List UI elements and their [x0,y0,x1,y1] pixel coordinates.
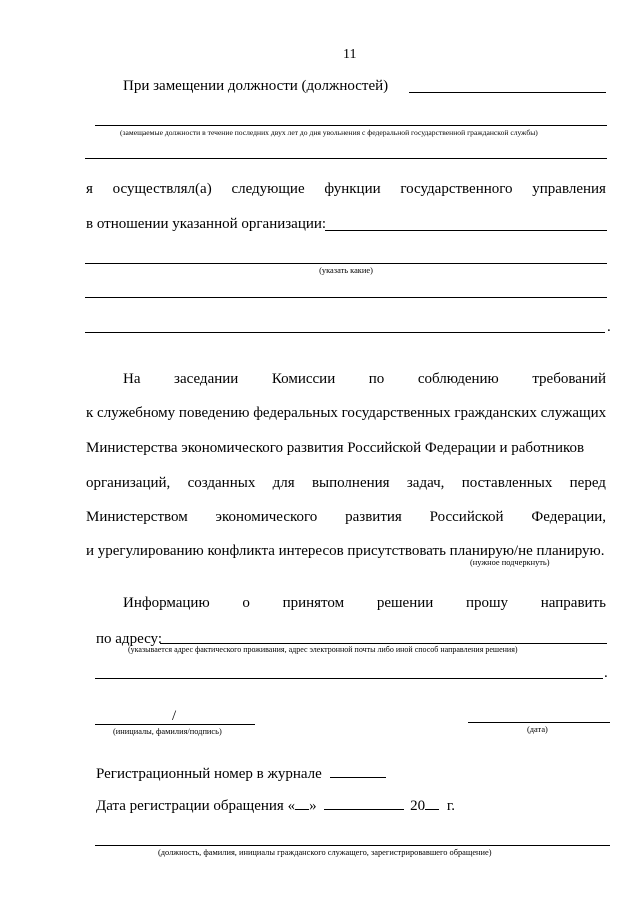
underline-hint-caption: (нужное подчеркнуть) [470,558,550,567]
word: принятом [282,595,345,611]
word: организаций, [86,475,171,491]
word: перед [569,475,606,491]
word: решении [376,595,434,611]
word: по [368,371,385,387]
position-field-line-3[interactable] [85,158,607,159]
info-line-1 [123,594,606,612]
address-label: по адресу: [96,631,163,647]
commission-line-1 [123,370,606,388]
word: прошу [465,595,509,611]
date-caption: (дата) [527,725,548,734]
word: Российской [429,509,504,525]
word: соблюдению [417,371,499,387]
word: Информацию [123,595,210,611]
date-mid: » [309,798,317,814]
functions-field-line[interactable] [325,230,607,231]
year-prefix: 20 [410,798,426,814]
month-field[interactable] [324,795,404,810]
functions-field-line-2[interactable] [85,263,607,264]
word: осуществлял(а) [112,181,212,197]
functions-line-1 [86,180,606,198]
commission-line-2: к служебному поведению федеральных государственных гражданских служащих [86,405,607,421]
word: следующие [231,181,305,197]
word: я [86,181,93,197]
word: задач, [406,475,445,491]
word: поставленных [461,475,553,491]
position-field-line-2[interactable] [95,125,607,126]
functions-end-mark: . [607,319,611,335]
word: для [272,475,295,491]
date-field-line[interactable] [468,722,610,723]
journal-number-field[interactable] [330,763,386,778]
year-suffix: г. [446,798,456,814]
word: Комиссии [271,371,336,387]
registration-date-row [96,795,455,815]
word: Министерством [86,509,188,525]
address-caption: (указывается адрес фактического проживания, адрес электронной почты либо иной способ направления решения) [128,645,518,654]
word: о [242,595,250,611]
registrar-caption: (должность, фамилия, инициалы гражданского служащего, зарегистрировавшего обращение) [158,848,492,857]
signature-slash: / [172,708,177,724]
address-end-mark: . [604,665,608,681]
word: экономического [215,509,318,525]
word: функции [324,181,381,197]
journal-number-row [96,763,386,783]
word: требований [532,371,606,387]
position-field-line[interactable] [409,92,606,93]
word: направить [540,595,606,611]
commission-line-3: Министерства экономического развития Российской Федерации и работников [86,440,585,456]
journal-number-label: Регистрационный номер в журнале [96,766,322,782]
signature-field-line[interactable] [95,724,255,725]
commission-line-5 [86,508,606,526]
word: государственного [400,181,513,197]
position-lead-text: При замещении должности (должностей) [123,78,389,94]
commission-line-6: и урегулированию конфликта интересов присутствовать планирую/не планирую. [86,543,605,559]
page-number: 11 [343,47,357,62]
commission-line-4 [86,474,606,492]
date-prefix: Дата регистрации обращения « [96,798,296,814]
functions-line-2: в отношении указанной организации: [86,216,327,232]
word: развития [345,509,402,525]
word: заседании [174,371,239,387]
functions-field-line-3[interactable] [85,297,607,298]
year-field[interactable] [425,795,439,810]
address-field-line-2[interactable] [95,678,603,679]
word: управления [532,181,606,197]
registrar-field-line[interactable] [95,845,610,846]
signature-caption: (инициалы, фамилия/подпись) [113,727,222,736]
word: Федерации, [531,509,606,525]
functions-field-line-4[interactable] [85,332,605,333]
word: выполнения [311,475,390,491]
word: созданных [187,475,256,491]
position-caption: (замещаемые должности в течение последних двух лет до дня увольнения с федеральной государственной гражданской службы) [120,128,538,137]
address-field-line[interactable] [160,643,607,644]
functions-caption: (указать какие) [319,266,373,275]
word: На [123,371,141,387]
day-field[interactable] [295,795,309,810]
